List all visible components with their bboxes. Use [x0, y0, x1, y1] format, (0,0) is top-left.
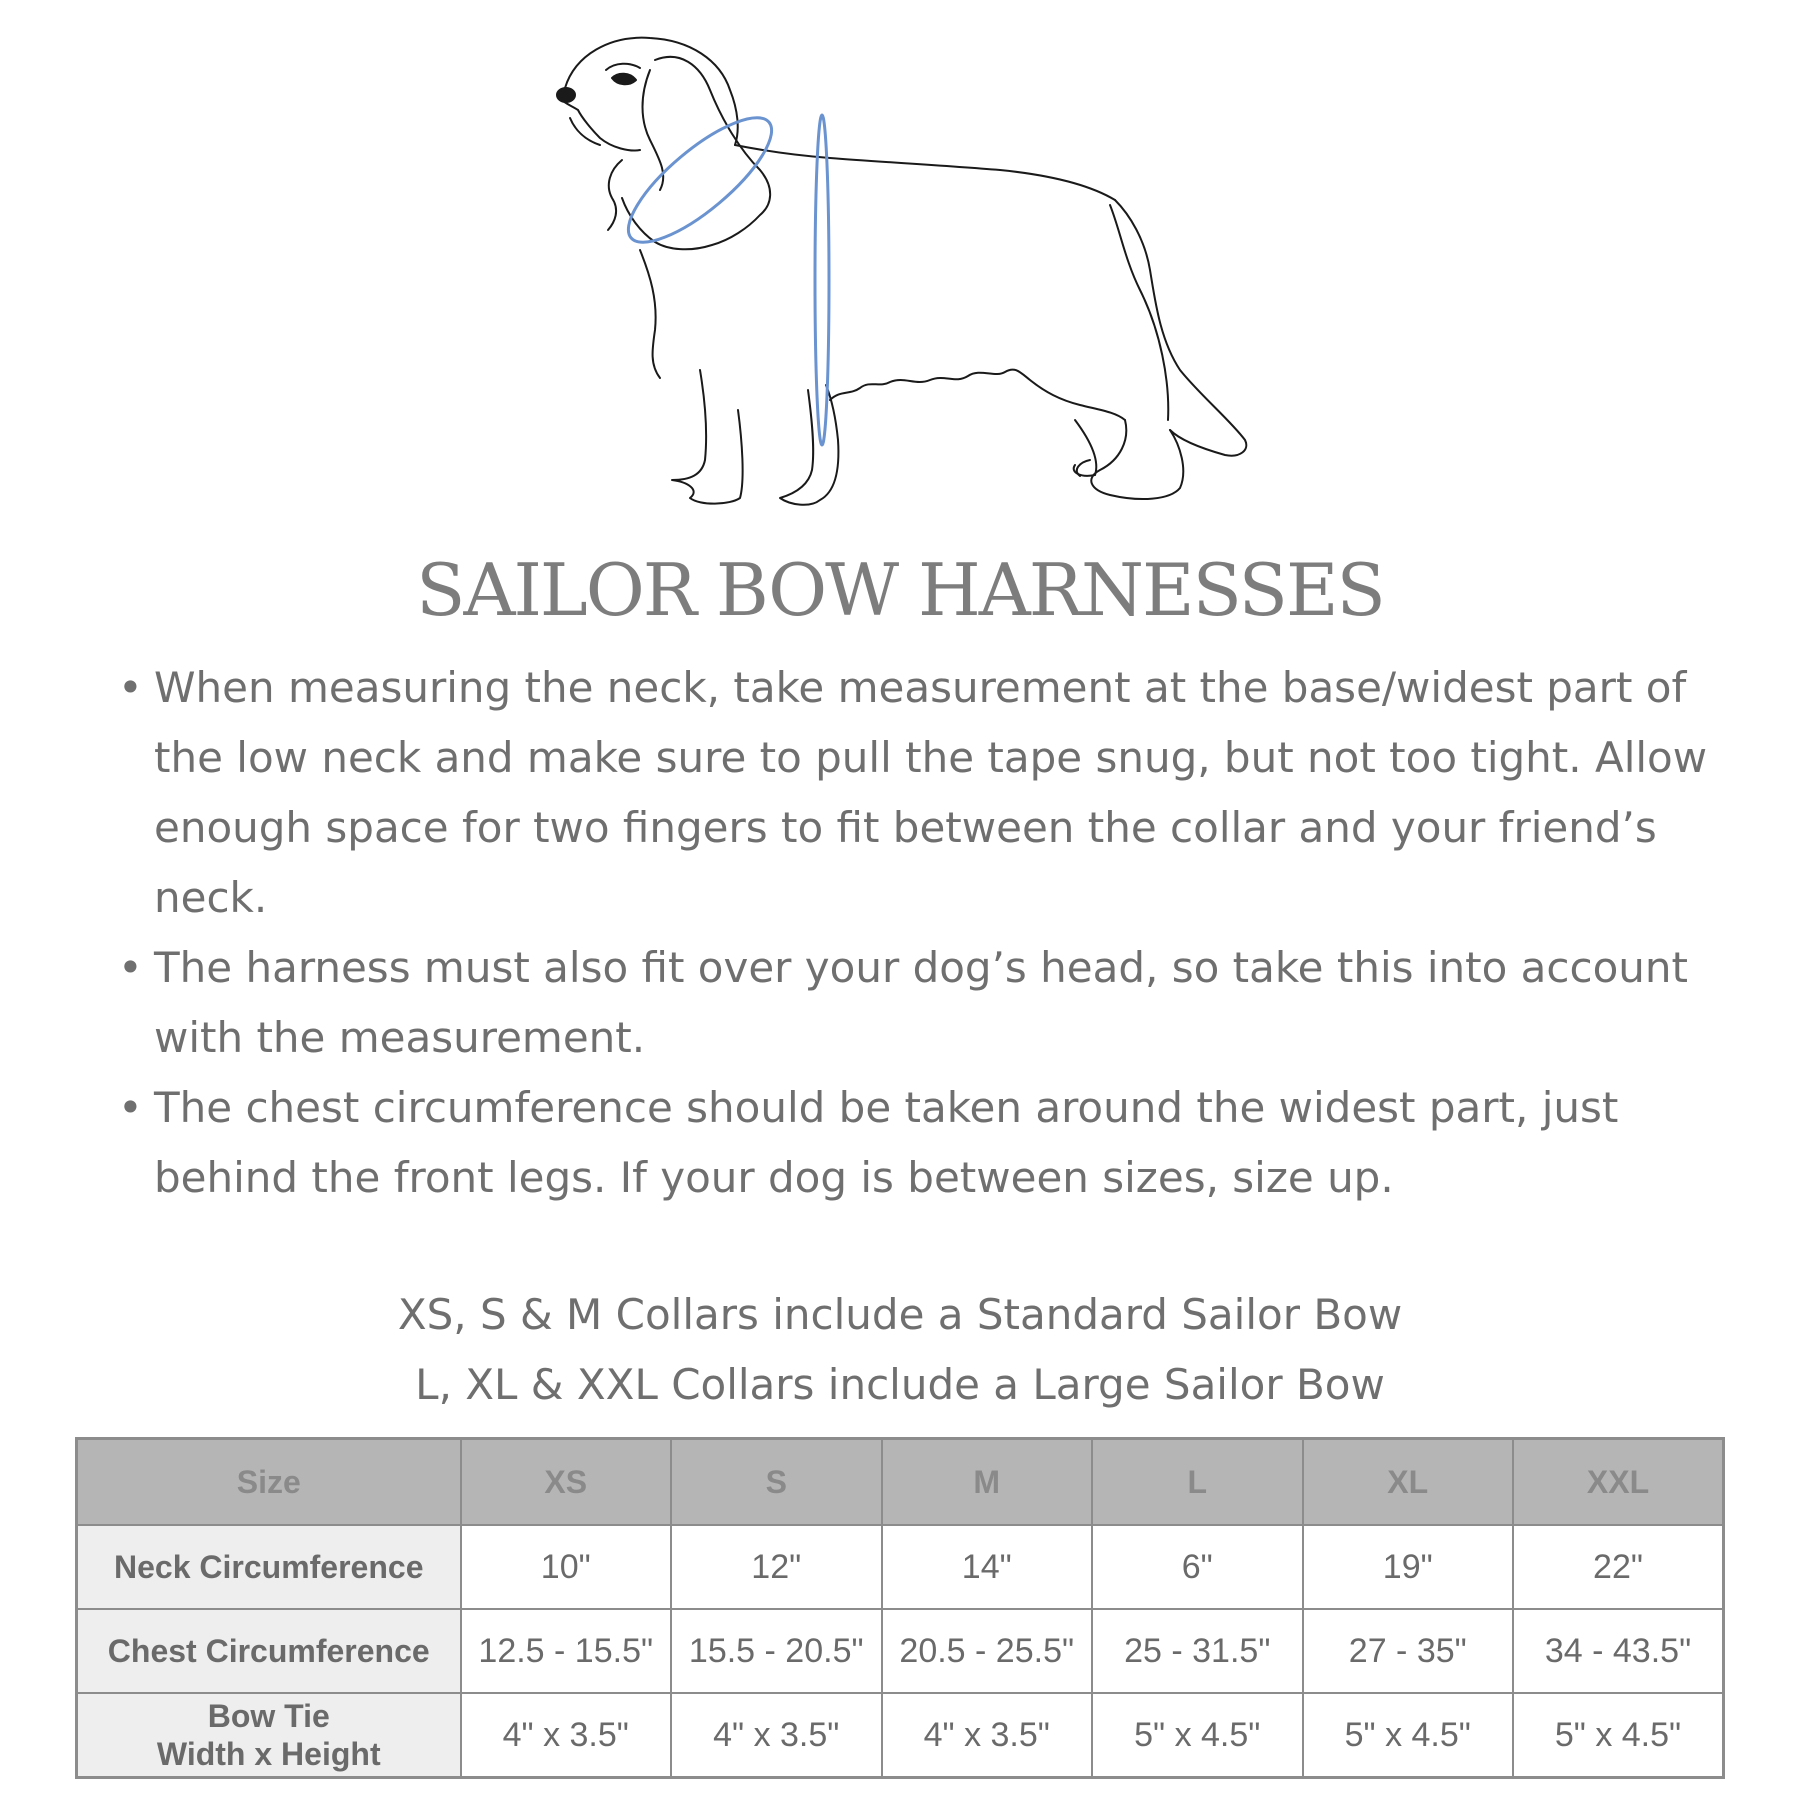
neck-measure-ring: [612, 99, 788, 261]
row-label-bow-tie-line2: Width x Height: [156, 1736, 381, 1772]
header-size-xs: XS: [461, 1439, 672, 1526]
table-cell: 34 - 43.5": [1513, 1609, 1724, 1693]
row-label-bow-tie: [77, 1693, 461, 1778]
table-cell: 4" x 3.5": [461, 1693, 672, 1778]
size-chart-table: [75, 1437, 1725, 1779]
measuring-lines: [612, 99, 829, 445]
instruction-item: [110, 933, 1760, 1073]
table-cell: 6": [1092, 1525, 1303, 1609]
table-cell: 5" x 4.5": [1092, 1693, 1303, 1778]
chest-measure-ring: [815, 115, 829, 445]
header-size-s: S: [671, 1439, 882, 1526]
table-cell: 5" x 4.5": [1303, 1693, 1514, 1778]
header-size-xxl: XXL: [1513, 1439, 1724, 1526]
bullet-icon: •: [118, 943, 143, 992]
table-cell: 4" x 3.5": [882, 1693, 1093, 1778]
instruction-text: The harness must also fit over your dog’s head, so take this into account with the measurement.: [154, 943, 1688, 1062]
header-size-m: M: [882, 1439, 1093, 1526]
instruction-text: The chest circumference should be taken around the widest part, just behind the front legs. If your dog is between sizes, size up.: [154, 1083, 1619, 1202]
table-cell: 5" x 4.5": [1513, 1693, 1724, 1778]
bow-note-standard: XS, S & M Collars include a Standard Sailor Bow: [397, 1290, 1403, 1339]
table-cell: 12": [671, 1525, 882, 1609]
table-cell: 4" x 3.5": [671, 1693, 882, 1778]
instruction-item: [110, 653, 1760, 933]
bullet-icon: •: [118, 663, 143, 712]
dog-illustration: [0, 0, 1800, 540]
instruction-text: When measuring the neck, take measurement at the base/widest part of the low neck and make sure to pull the tape snug, but not too tight. Allow enough space for two fingers to fit between the collar and your friend’s neck.: [154, 663, 1708, 922]
table-cell: 27 - 35": [1303, 1609, 1514, 1693]
page-title: SAILOR BOW HARNESSES: [416, 548, 1384, 632]
table-row: [77, 1525, 1724, 1609]
header-size-xl: XL: [1303, 1439, 1514, 1526]
dog-outline: [557, 38, 1246, 505]
header-size: Size: [77, 1439, 461, 1526]
table-cell: 22": [1513, 1525, 1724, 1609]
row-label-chest: Chest Circumference: [77, 1609, 461, 1693]
table-cell: 12.5 - 15.5": [461, 1609, 672, 1693]
row-label-bow-tie-line1: Bow Tie: [207, 1698, 330, 1734]
bow-note-large: L, XL & XXL Collars include a Large Sailor Bow: [415, 1360, 1385, 1409]
table-row: [77, 1609, 1724, 1693]
bow-notes: [0, 1280, 1800, 1420]
table-cell: 25 - 31.5": [1092, 1609, 1303, 1693]
measurement-instructions: [110, 653, 1760, 1213]
table-header-row: [77, 1439, 1724, 1526]
table-cell: 15.5 - 20.5": [671, 1609, 882, 1693]
table-cell: 14": [882, 1525, 1093, 1609]
table-cell: 19": [1303, 1525, 1514, 1609]
table-cell: 20.5 - 25.5": [882, 1609, 1093, 1693]
table-row: [77, 1693, 1724, 1778]
bullet-icon: •: [118, 1083, 143, 1132]
instruction-item: [110, 1073, 1760, 1213]
row-label-neck: Neck Circumference: [77, 1525, 461, 1609]
table-cell: 10": [461, 1525, 672, 1609]
header-size-l: L: [1092, 1439, 1303, 1526]
